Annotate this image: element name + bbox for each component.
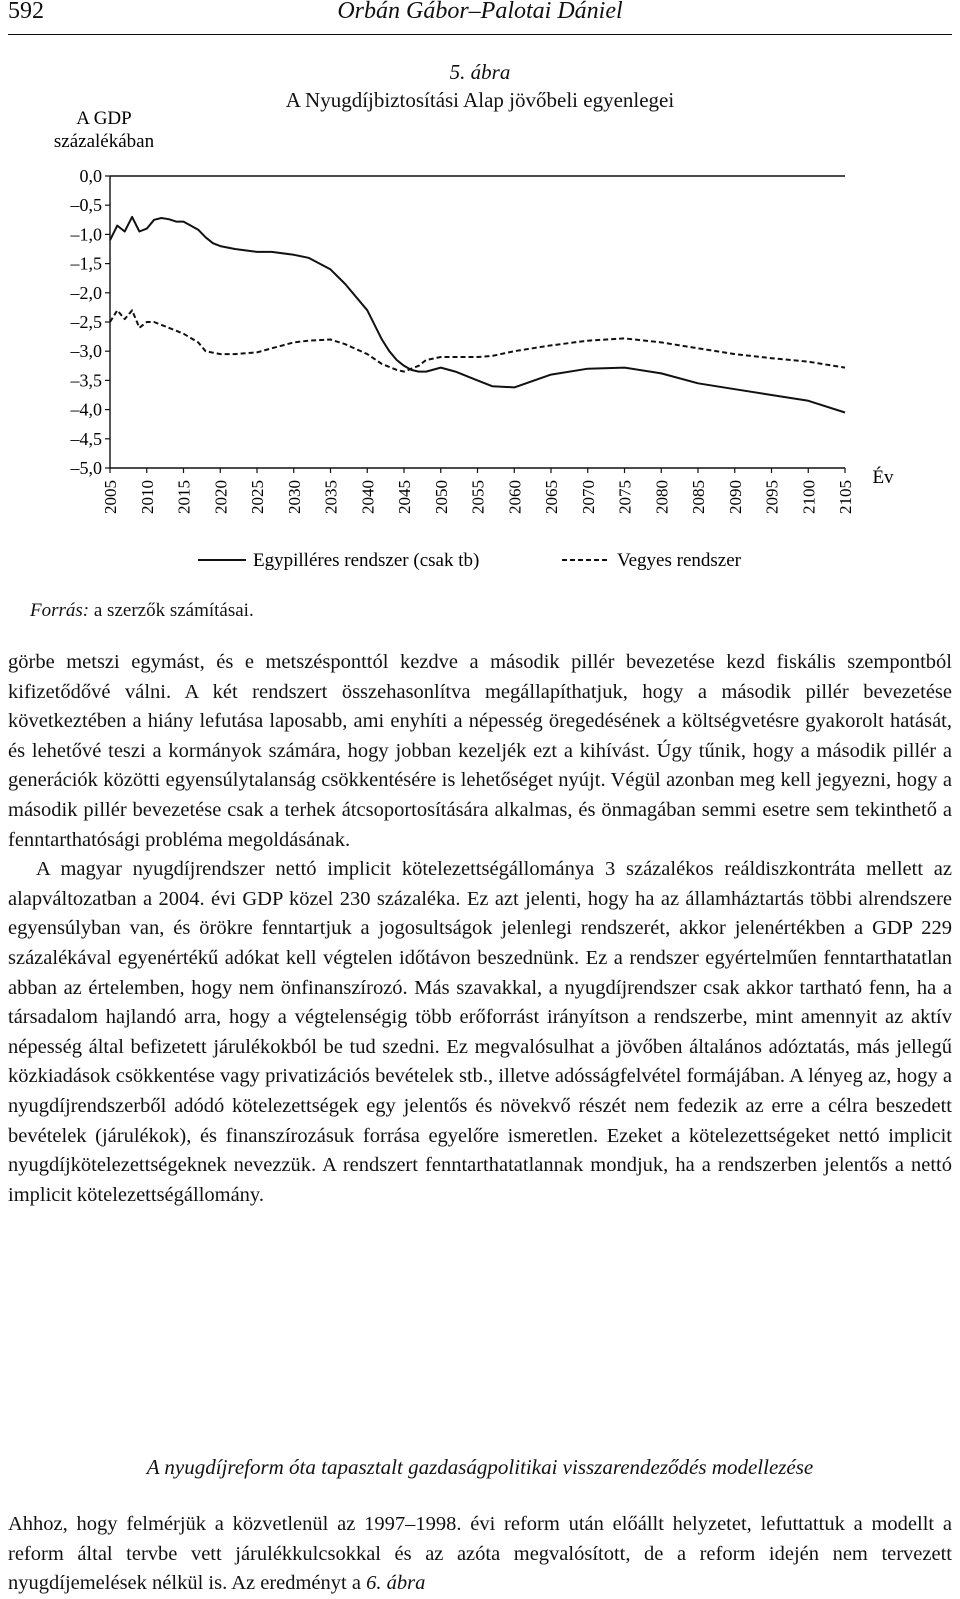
y-tick-label: –4,5: [70, 428, 102, 449]
y-axis-title: A GDP: [76, 108, 132, 129]
running-head: Orbán Gábor–Palotai Dániel: [337, 0, 623, 24]
x-tick-label: 2015: [174, 480, 194, 514]
x-tick-label: 2105: [836, 480, 855, 514]
x-tick-label: 2025: [248, 480, 267, 514]
running-header: [8, 0, 952, 35]
x-tick-label: 2045: [395, 480, 414, 514]
series-line-egypilleres: [110, 217, 845, 413]
section-subheading: A nyugdíjreform óta tapasztalt gazdaságpolitikai visszarendeződés modellezése: [146, 1455, 814, 1479]
x-tick-label: 2070: [578, 480, 598, 514]
x-tick-label: 2090: [725, 480, 745, 514]
x-tick-label: 2055: [468, 480, 488, 514]
x-tick-label: 2010: [137, 480, 157, 514]
y-tick-label: 0,0: [79, 166, 102, 186]
y-tick-label: –4,0: [70, 399, 102, 420]
x-tick-label: 2040: [358, 480, 378, 514]
x-tick-label: 2100: [799, 480, 819, 514]
y-axis-title: százalékában: [53, 131, 155, 152]
y-tick-label: –1,0: [70, 224, 102, 245]
line-chart: [0, 100, 960, 590]
x-tick-label: 2095: [762, 480, 782, 514]
y-tick-label: –3,5: [70, 370, 102, 391]
x-tick-label: 2085: [689, 480, 708, 514]
x-tick-label: 2005: [101, 480, 120, 514]
series-line-vegyes: [110, 310, 845, 371]
x-tick-label: 2050: [431, 480, 451, 514]
y-tick-label: –5,0: [70, 458, 102, 478]
x-tick-label: 2080: [652, 480, 672, 514]
figure-title: A Nyugdíjbiztosítási Alap jövőbeli egyenlegei: [285, 88, 675, 112]
page-number: 592: [8, 0, 44, 24]
x-tick-label: 2060: [505, 480, 525, 514]
figure-number: 5. ábra: [449, 60, 511, 84]
figure-source: Forrás: a szerzők számításai.: [30, 600, 254, 621]
legend-label: Egypilléres rendszer (csak tb): [253, 550, 480, 571]
x-tick-label: 2075: [615, 480, 635, 514]
x-tick-label: 2030: [284, 480, 304, 514]
y-tick-label: –0,5: [70, 195, 102, 216]
x-axis-title: Év: [872, 467, 894, 488]
legend-label: Vegyes rendszer: [617, 550, 741, 571]
paragraph: A magyar nyugdíjrendszer nettó implicit kötelezettségállománya 3 százalékos reáldiszkontráta mellett az alapváltozatban a 2004. évi GDP közel 230 százaléka. Ez azt jelenti, hogy ha az államháztartás többi alrendszere egyensúlyban van, és örökre fenntartjuk a jogosultságok jelenlegi rendszerét, akkor jelenértékben a GDP 229 százalékával egyenértékű adókat kell végtelen időtávon beszednünk. Ez a rendszer egyértelműen fenntarthatatlan abban az értelemben, hogy nem önfinanszírozó. Más szavakkal, a nyugdíjrendszer csak akkor tartható fenn, ha a társadalom hajlandó arra, hogy a végtelenségig több erőforrást irányítson a rendszerbe, mint amennyit az aktív népesség által befizetett járulékokból be tud szedni. Ez megvalósulhat a jövőben általános adóztatás, más jellegű közkiadások csökkentése vagy privatizációs bevételek stb., illetve adósságfelvétel formájában. A lényeg az, hogy a nyugdíjrendszerből adódó kötelezettségek egy jelentős és növekvő részét nem fedezik az erre a célra beszedett bevételek (járulékok), és finanszírozásuk forrása egyelőre ismeretlen. Ezeket a kötelezettségeket nettó implicit nyugdíjkötelezettségeknek nevezzük. A rendszert fenntarthatatlannak mondjuk, ha a rendszerben jelentős a nettó implicit kötelezettségállomány.: [8, 858, 952, 1206]
y-tick-label: –3,0: [70, 341, 102, 362]
x-tick-label: 2035: [321, 480, 341, 514]
y-tick-label: –2,0: [70, 282, 102, 303]
y-tick-label: –2,5: [70, 312, 102, 332]
x-tick-label: 2065: [542, 480, 561, 514]
body-text: [8, 648, 952, 1210]
paragraph: görbe metszi egymást, és e metszésponttól kezdve a második pillér bevezetése kezd fiskális szempontból kifizetődővé válni. A két rendszert összehasonlítva megállapíthatjuk, hogy a második pillér bevezetése következtében a hiány lefutása laposabb, ami enyhíti a népesség öregedésének a költségvetésre gyakorolt hatását, és lehetővé teszi a kormányok számára, hogy jobban kezeljék ezt a kihívást. Úgy tűnik, hogy a második pillér a generációk közötti egyensúlytalanság csökkentésére is lehetőséget nyújt. Végül azonban meg kell jegyezni, hogy a második pillér bevezetése csak a terhek átcsoportosítására alkalmas, és önmagában semmi esetre sem tekinthető a fenntarthatósági probléma megoldásának.: [8, 651, 952, 851]
y-tick-label: –1,5: [70, 253, 102, 274]
x-tick-label: 2020: [211, 480, 231, 514]
closing-paragraph: Ahhoz, hogy felmérjük a közvetlenül az 1997–1998. évi reform után előállt helyzetet, lefuttattuk a modellt a reform által tervbe vett járulékkulcsokkal és az azóta megvalósított, de a reform idején nem tervezett nyugdíjemelések nélkül is. Az eredményt a 6. ábra: [8, 1513, 952, 1595]
